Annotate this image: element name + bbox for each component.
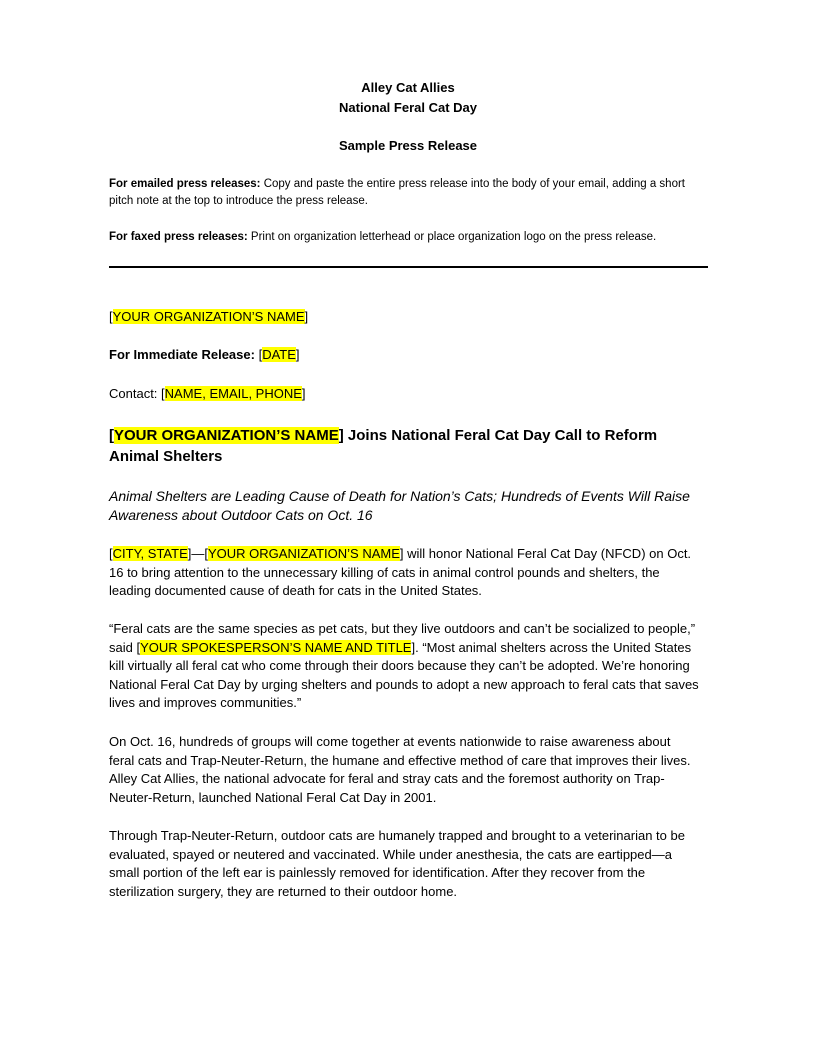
contact-line: Contact: [NAME, EMAIL, PHONE] [109, 386, 306, 401]
paragraph-2-after: . “Most animal shelters across the United States kill virtually all feral cat who come through their doors because they can’t be adopted. We’re honoring National Feral Cat Day by urging shelters and pounds to adopt a new approach to feral cats that saves lives and improves communities.” [109, 639, 699, 711]
org-name-placeholder: YOUR ORGANIZATION’S NAME [112, 309, 305, 324]
emailed-label: For emailed press releases: [109, 178, 261, 190]
org-name-line: [YOUR ORGANIZATION’S NAME] [109, 309, 309, 324]
org-title: Alley Cat Allies [361, 80, 455, 95]
paragraph-2-before: “Feral cats are the same species as pet cats, but they live outdoors and can’t be socialized to people,” said [109, 621, 696, 655]
emailed-instructions [109, 176, 709, 210]
p1-org-placeholder: YOUR ORGANIZATION’S NAME [208, 546, 400, 561]
spokesperson-placeholder: YOUR SPOKESPERSON’S NAME AND TITLE [140, 639, 412, 655]
horizontal-divider [109, 266, 708, 268]
city-state-placeholder: CITY, STATE [112, 546, 188, 561]
headline: [YOUR ORGANIZATION’S NAME] Joins National Feral Cat Day Call to Reform Animal Shelters [109, 427, 658, 465]
em-dash: — [191, 546, 205, 561]
paragraph-4: Through Trap-Neuter-Return, outdoor cats are humanely trapped and brought to a veterinarian to be evaluated, spayed or neutered and vaccinated. While under anesthesia, the cats are eartipped—a small portion of the left ear is painlessly removed for identification. After they recover from the sterilization surgery, they are returned to their outdoor home. [109, 828, 685, 899]
faxed-instructions [109, 229, 709, 246]
contact-label: Contact: [109, 386, 158, 401]
headline-text: Joins National Feral Cat Day Call to Reform Animal Shelters [109, 427, 658, 465]
paragraph-2: “Feral cats are the same species as pet cats, but they live outdoors and can’t be socialized to people,” said [YOUR SPOKESPERSON’S NAME AND TITLE]. “Most animal shelters across the United States kill virtually all feral cat who come through their doors because they can’t be adopted. We’re honoring National Feral Cat Day by urging shelters and pounds to adopt a new approach to feral cats that saves lives and improves communities.” [109, 621, 699, 711]
paragraph-1-text: will honor National Feral Cat Day (NFCD) on Oct. 16 to bring attention to the unnecessary killing of cats in animal control pounds and shelters, the leading documented cause of death for cats in the United States. [109, 546, 692, 599]
paragraph-3: On Oct. 16, hundreds of groups will come together at events nationwide to raise awareness about feral cats and Trap-Neuter-Return, the humane and effective method of care that improves their lives. Alley Cat Allies, the national advocate for feral and stray cats and the foremost authority on Trap-Neuter-Return, launched National Feral Cat Day in 2001. [109, 734, 691, 805]
immediate-release-line: For Immediate Release: [DATE] [109, 347, 300, 362]
faxed-label: For faxed press releases: [109, 231, 248, 243]
paragraph-1: [CITY, STATE]—[YOUR ORGANIZATION’S NAME] will honor National Feral Cat Day (NFCD) on Oct. 16 to bring attention to the unnecessary killing of cats in animal control pounds and shelters, the leading documented cause of death for cats in the United States. [109, 546, 692, 599]
faxed-text: Print on organization letterhead or place organization logo on the press release. [250, 231, 657, 243]
headline-org-placeholder: YOUR ORGANIZATION’S NAME [114, 427, 339, 444]
immediate-release-label: For Immediate Release: [109, 347, 255, 362]
document-title: Sample Press Release [338, 138, 478, 153]
contact-placeholder: NAME, EMAIL, PHONE [164, 386, 302, 401]
event-title: National Feral Cat Day [339, 100, 477, 115]
emailed-text: Copy and paste the entire press release into the body of your email, adding a short pitch note at the top to introduce the press release. [109, 178, 685, 207]
subheadline: Animal Shelters are Leading Cause of Death for Nation’s Cats; Hundreds of Events Will Raise Awareness about Outdoor Cats on Oct. 16 [109, 488, 690, 523]
date-placeholder: DATE [262, 347, 296, 362]
